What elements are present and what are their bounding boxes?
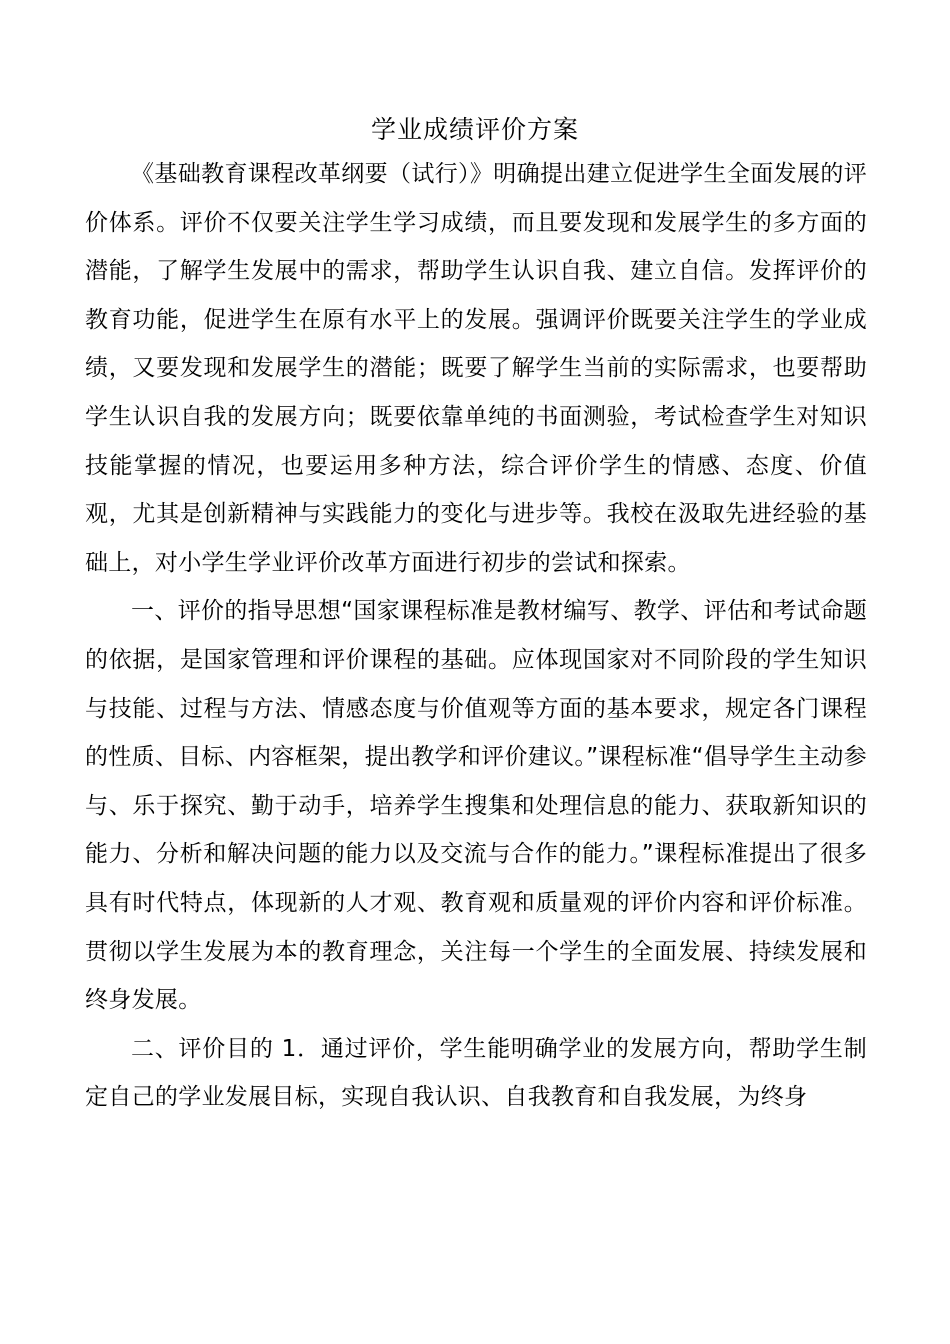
paragraph-evaluation-purpose: 二、评价目的 1．通过评价，学生能明确学业的发展方向，帮助学生制定自己的学业发展目标，实现自我认识、自我教育和自我发展，为终身	[85, 1035, 867, 1111]
paragraph-intro: 《基础教育课程改革纲要（试行）》明确提出建立促进学生全面发展的评价体系。评价不仅要关注学生学习成绩，而且要发现和发展学生的多方面的潜能，了解学生发展中的需求，帮助学生认识自我、建立自信。发挥评价的教育功能，促进学生在原有水平上的发展。强调评价既要关注学生的学业成绩，又要发现和发展学生的潜能；既要了解学生当前的实际需求，也要帮助学生认识自我的发展方向；既要依靠单纯的书面测验，考试检查学生对知识技能掌握的情况，也要运用多种方法，综合评价学生的情感、态度、价值观，尤其是创新精神与实践能力的变化与进步等。我校在汲取先进经验的基础上，对小学生学业评价改革方面进行初步的尝试和探索。	[85, 161, 867, 576]
document-title: 学业成绩评价方案	[370, 115, 579, 144]
document-body	[85, 150, 867, 1122]
paragraph-guiding-principles: 一、评价的指导思想“国家课程标准是教材编写、教学、评估和考试命题的依据，是国家管理和评价课程的基础。应体现国家对不同阶段的学生知识与技能、过程与方法、情感态度与价值观等方面的基本要求，规定各门课程的性质、目标、内容框架，提出教学和评价建议。”课程标准“倡导学生主动参与、乐于探究、勤于动手，培养学生搜集和处理信息的能力、获取新知识的能力、分析和解决问题的能力以及交流与合作的能力。”课程标准提出了很多具有时代特点，体现新的人才观、教育观和质量观的评价内容和评价标准。贯彻以学生发展为本的教育理念，关注每一个学生的全面发展、持续发展和终身发展。	[85, 598, 867, 1014]
